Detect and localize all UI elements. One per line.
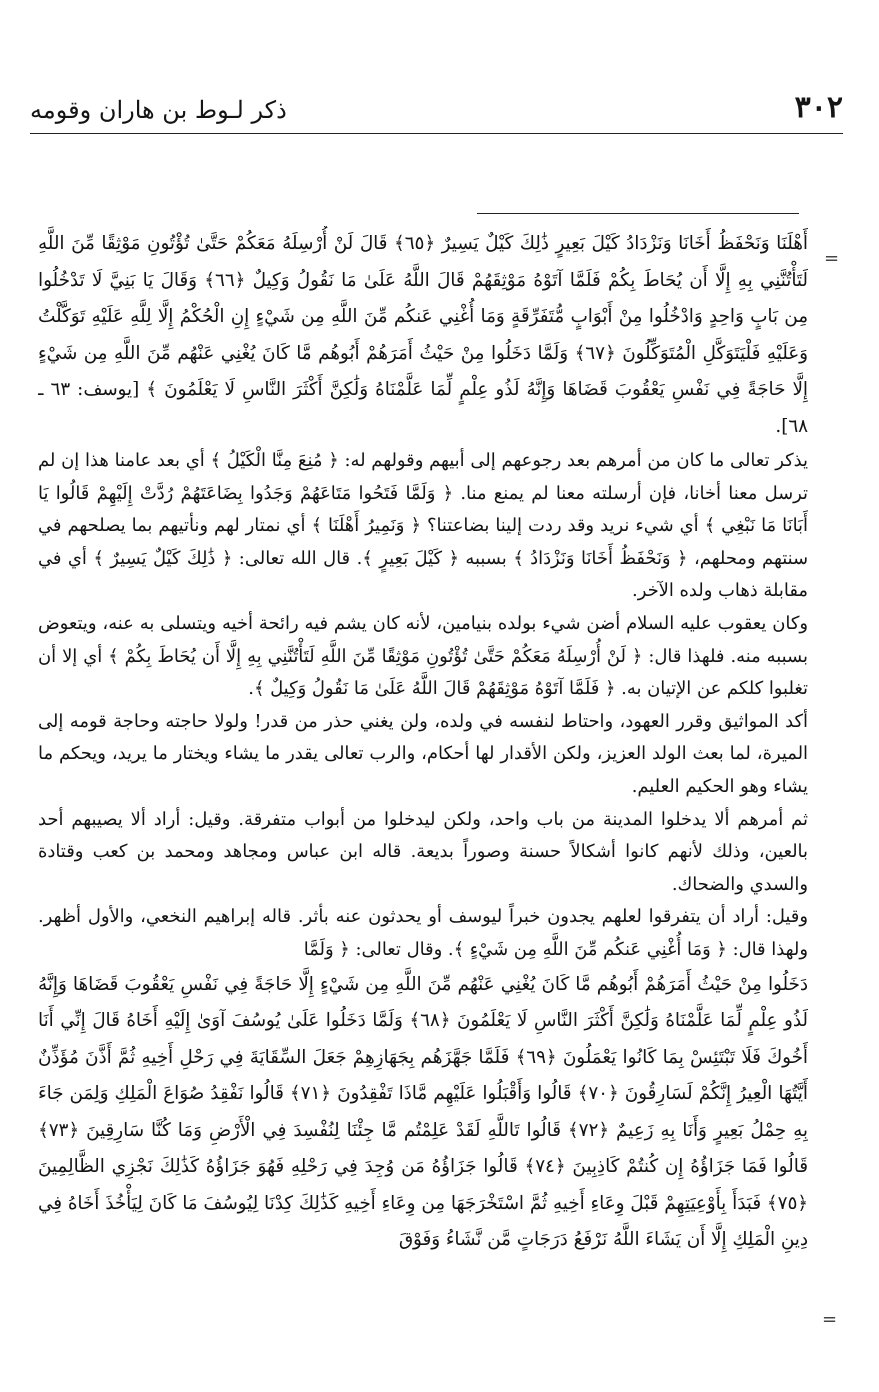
margin-mark-top: = <box>824 248 840 269</box>
commentary-paragraph: وكان يعقوب عليه السلام أضن شيء بولده بنيامين، لأنه كان يشم فيه رائحة أخيه ويتسلى به عنه، ويتعوض بسببه منه. فلهذا قال: ﴿ لَنْ أُرْسِلَهُ مَعَكُمْ حَتَّىٰ تُؤْتُونِ مَوْثِقًا مِّنَ اللَّهِ لَتَأْتُنَّنِي بِهِ إِلَّا أَن يُحَاطَ بِكُمْ ﴾ أي إلا أن تغلبوا كلكم عن الإتيان به. ﴿ فَلَمَّا آتَوْهُ مَوْثِقَهُمْ قَالَ اللَّهُ عَلَىٰ مَا نَقُولُ وَكِيلٌ ﴾. <box>38 612 808 700</box>
commentary-paragraph: ثم أمرهم ألا يدخلوا المدينة من باب واحد، ولكن ليدخلوا من أبواب متفرقة. وقيل: أراد ألا يصيبهم أحد بالعين، وذلك لأنهم كانوا أشكالاً حسنة وصوراً بديعة. قاله ابن عباس ومجاهد ومحمد بن كعب وقتادة والسدي والضحاك. <box>38 808 808 895</box>
margin-mark-bottom: = <box>822 1309 838 1330</box>
page-number: ٣٠٢ <box>794 90 843 125</box>
commentary-paragraph: وقيل: أراد أن يتفرقوا لعلهم يجدون خبراً ليوسف أو يحدثون عنه بأثر. قاله إبراهيم النخعي، والأول أظهر. ولهذا قال: ﴿ وَمَا أُغْنِي عَنكُم مِّنَ اللَّهِ مِن شَيْءٍ ﴾. وقال تعالى: ﴿ وَلَمَّا <box>38 906 808 960</box>
quran-passage-closing: دَخَلُوا مِنْ حَيْثُ أَمَرَهُمْ أَبُوهُم مَّا كَانَ يُغْنِي عَنْهُم مِّنَ اللَّهِ مِن شَيْءٍ إِلَّا حَاجَةً فِي نَفْسِ يَعْقُوبَ قَضَاهَا وَإِنَّهُ لَذُو عِلْمٍ لِّمَا عَلَّمْنَاهُ وَلَٰكِنَّ أَكْثَرَ النَّاسِ لَا يَعْلَمُونَ ﴿٦٨﴾ وَلَمَّا دَخَلُوا عَلَىٰ يُوسُفَ آوَىٰ إِلَيْهِ أَخَاهُ قَالَ إِنِّي أَنَا أَخُوكَ فَلَا تَبْتَئِسْ بِمَا كَانُوا يَعْمَلُونَ ﴿٦٩﴾ فَلَمَّا جَهَّزَهُم بِجَهَازِهِمْ جَعَلَ السِّقَايَةَ فِي رَحْلِ أَخِيهِ ثُمَّ أَذَّنَ مُؤَذِّنٌ أَيَّتُهَا الْعِيرُ إِنَّكُمْ لَسَارِقُونَ ﴿٧٠﴾ قَالُوا وَأَقْبَلُوا عَلَيْهِم مَّاذَا تَفْقِدُونَ ﴿٧١﴾ قَالُوا نَفْقِدُ صُوَاعَ الْمَلِكِ وَلِمَن جَاءَ بِهِ حِمْلُ بَعِيرٍ وَأَنَا بِهِ زَعِيمٌ ﴿٧٢﴾ قَالُوا تَاللَّهِ لَقَدْ عَلِمْتُم مَّا جِئْنَا لِنُفْسِدَ فِي الْأَرْضِ وَمَا كُنَّا سَارِقِينَ ﴿٧٣﴾ قَالُوا فَمَا جَزَاؤُهُ إِن كُنتُمْ كَاذِبِينَ ﴿٧٤﴾ قَالُوا جَزَاؤُهُ مَن وُجِدَ فِي رَحْلِهِ فَهُوَ جَزَاؤُهُ كَذَٰلِكَ نَجْزِي الظَّالِمِينَ ﴿٧٥﴾ فَبَدَأَ بِأَوْعِيَتِهِمْ قَبْلَ وِعَاءِ أَخِيهِ ثُمَّ اسْتَخْرَجَهَا مِن وِعَاءِ أَخِيهِ كَذَٰلِكَ كِدْنَا لِيُوسُفَ مَا كَانَ لِيَأْخُذَ أَخَاهُ فِي دِينِ الْمَلِكِ إِلَّا أَن يَشَاءَ اللَّهُ نَرْفَعُ دَرَجَاتٍ مَّن نَّشَاءُ وَفَوْقَ <box>38 973 808 1250</box>
page-header <box>30 84 843 128</box>
commentary-paragraph: يذكر تعالى ما كان من أمرهم بعد رجوعهم إلى أبيهم وقولهم له: ﴿ مُنِعَ مِنَّا الْكَيْلُ ﴾ أي بعد عامنا هذا إن لم ترسل معنا أخانا، فإن أرسلته معنا لم يمنع منا. ﴿ وَلَمَّا فَتَحُوا مَتَاعَهُمْ وَجَدُوا بِضَاعَتَهُمْ رُدَّتْ إِلَيْهِمْ قَالُوا يَا أَبَانَا مَا نَبْغِي ﴾ أي شيء نريد وقد ردت إلينا بضاعتنا؟ ﴿ وَنَمِيرُ أَهْلَنَا ﴾ أي نمتار لهم ونأتيهم بما يصلحهم في سنتهم ومحلهم، ﴿ وَنَحْفَظُ أَخَانَا وَنَزْدَادُ ﴾ بسببه ﴿ كَيْلَ بَعِيرٍ ﴾. قال الله تعالى: ﴿ ذَٰلِكَ كَيْلٌ يَسِيرٌ ﴾ أي في مقابلة ذهاب ولده الآخر. <box>38 450 808 602</box>
header-rule <box>30 133 843 134</box>
short-rule <box>477 213 799 214</box>
commentary-paragraph: أكد المواثيق وقرر العهود، واحتاط لنفسه في ولده، ولن يغني حذر من قدر! ولولا حاجته وحاجة قومه إلى الميرة، لما بعث الولد العزيز، ولكن الأقدار لها أحكام، والرب تعالى يقدر ما يشاء ويختار ما يريد، ويحكم ما يشاء وهو الحكيم العليم. <box>38 710 808 797</box>
running-title: ذكر لـوط بن هاران وقومه <box>30 96 287 124</box>
page-body <box>38 226 808 1346</box>
quran-passage-opening: أَهْلَنَا وَنَحْفَظُ أَخَانَا وَنَزْدَادُ كَيْلَ بَعِيرٍ ذَٰلِكَ كَيْلٌ يَسِيرٌ ﴿٦٥﴾ قَالَ لَنْ أُرْسِلَهُ مَعَكُمْ حَتَّىٰ تُؤْتُونِ مَوْثِقًا مِّنَ اللَّهِ لَتَأْتُنَّنِي بِهِ إِلَّا أَن يُحَاطَ بِكُمْ فَلَمَّا آتَوْهُ مَوْثِقَهُمْ قَالَ اللَّهُ عَلَىٰ مَا نَقُولُ وَكِيلٌ ﴿٦٦﴾ وَقَالَ يَا بَنِيَّ لَا تَدْخُلُوا مِن بَابٍ وَاحِدٍ وَادْخُلُوا مِنْ أَبْوَابٍ مُّتَفَرِّقَةٍ وَمَا أُغْنِي عَنكُم مِّنَ اللَّهِ مِن شَيْءٍ إِنِ الْحُكْمُ إِلَّا لِلَّهِ عَلَيْهِ تَوَكَّلْتُ وَعَلَيْهِ فَلْيَتَوَكَّلِ الْمُتَوَكِّلُونَ ﴿٦٧﴾ وَلَمَّا دَخَلُوا مِنْ حَيْثُ أَمَرَهُمْ أَبُوهُم مَّا كَانَ يُغْنِي عَنْهُم مِّنَ اللَّهِ مِن شَيْءٍ إِلَّا حَاجَةً فِي نَفْسِ يَعْقُوبَ قَضَاهَا وَإِنَّهُ لَذُو عِلْمٍ لِّمَا عَلَّمْنَاهُ وَلَٰكِنَّ أَكْثَرَ النَّاسِ لَا يَعْلَمُونَ ﴾ [يوسف: ٦٣ ـ ٦٨]. <box>38 233 808 437</box>
